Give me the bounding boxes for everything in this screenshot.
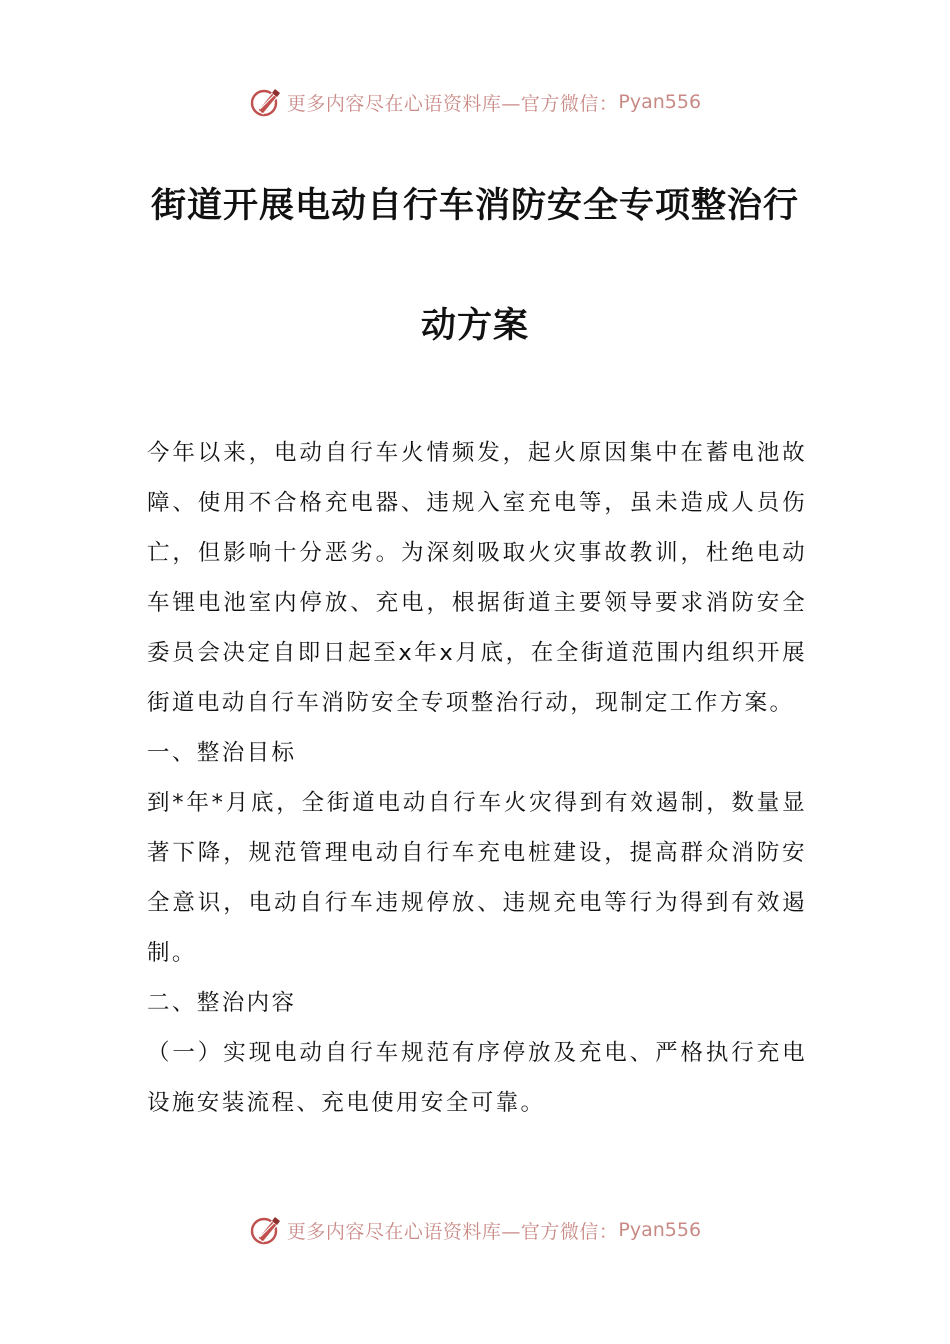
pen-nib-icon [249, 1213, 283, 1247]
content-item-1: （一）实现电动自行车规范有序停放及充电、严格执行充电设施安装流程、充电使用安全可靠。 [147, 1040, 807, 1116]
goals-paragraph: 到*年*月底，全街道电动自行车火灾得到有效遏制，数量显著下降，规范管理电动自行车充电桩建设，提高群众消防安全意识，电动自行车违规停放、违规充电等行为得到有效遏制。 [147, 790, 807, 966]
header-watermark [0, 82, 950, 122]
document-body [147, 428, 807, 1128]
intro-paragraph: 今年以来，电动自行车火情频发，起火原因集中在蓄电池故障、使用不合格充电器、违规入室充电等，虽未造成人员伤亡，但影响十分恶劣。为深刻吸取火灾事故教训，杜绝电动车锂电池室内停放、充电，根据街道主要领导要求消防安全委员会决定自即日起至x年x月底，在全街道范围内组织开展街道电动自行车消防安全专项整治行动，现制定工作方案。 [147, 440, 807, 716]
watermark-wechat-id: Pyan556 [618, 1219, 702, 1241]
watermark-text: 更多内容尽在心语资料库—官方微信： [286, 1220, 619, 1243]
section-heading-goals: 一、整治目标 [147, 740, 297, 766]
watermark-wechat-id: Pyan556 [618, 91, 702, 113]
document-title-line-2: 动方案 [420, 306, 529, 346]
section-heading-content: 二、整治内容 [147, 990, 297, 1016]
pen-nib-icon [249, 85, 283, 119]
footer-watermark [0, 1210, 950, 1250]
watermark-text: 更多内容尽在心语资料库—官方微信： [286, 92, 619, 115]
document-title-line-1: 街道开展电动自行车消防安全专项整治行 [150, 186, 799, 226]
